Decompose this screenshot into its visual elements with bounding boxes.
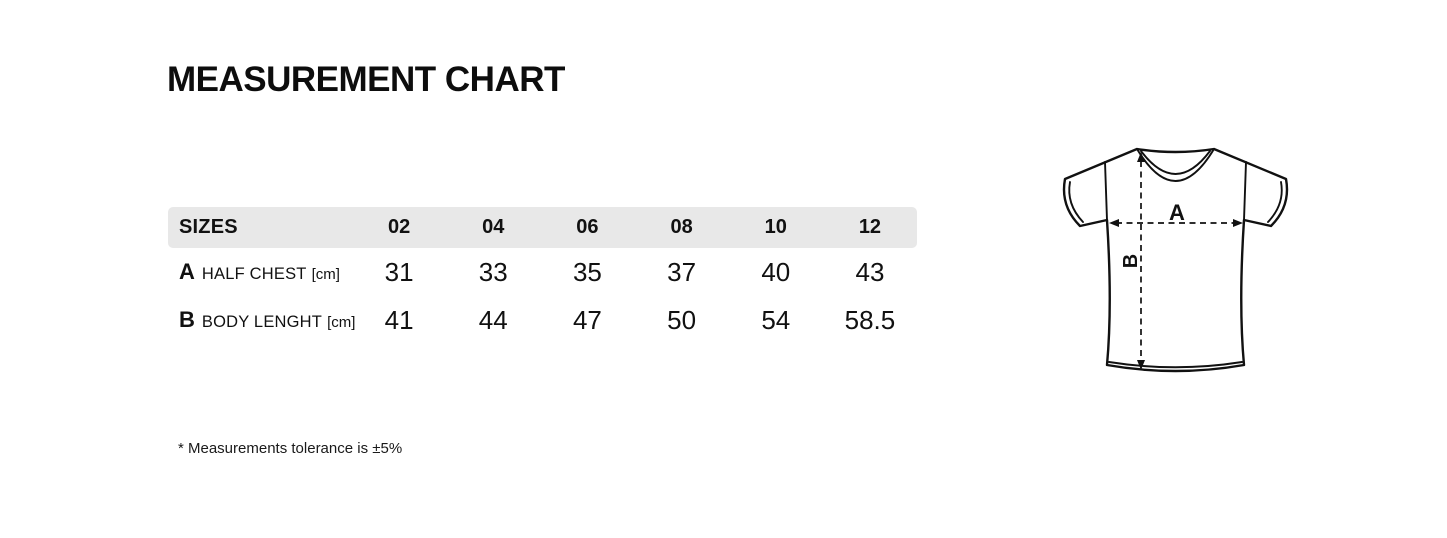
width-label: A xyxy=(1169,200,1185,225)
table-cell: 44 xyxy=(478,304,508,335)
table-cell: 40 xyxy=(761,256,791,287)
table-row-half-chest xyxy=(168,248,917,296)
table-cell: 43 xyxy=(855,256,885,287)
table-cell: 50 xyxy=(667,304,697,335)
column-header-size-02: 02 xyxy=(387,216,411,238)
column-header-size-12: 12 xyxy=(858,216,882,238)
measure-key-b: B xyxy=(179,307,195,332)
page-title: MEASUREMENT CHART xyxy=(167,60,565,99)
table-cell: 33 xyxy=(478,256,508,287)
tshirt-diagram xyxy=(1053,136,1298,386)
column-header-sizes: SIZES xyxy=(179,216,238,238)
table-row-body-length xyxy=(168,296,917,344)
row-label-half-chest xyxy=(168,259,352,285)
table-cell: 47 xyxy=(572,304,602,335)
table-cell: 37 xyxy=(667,256,697,287)
tolerance-footnote: * Measurements tolerance is ±5% xyxy=(178,440,403,457)
table-cell: 35 xyxy=(572,256,602,287)
column-header-size-08: 08 xyxy=(670,216,693,238)
column-header-size-10: 10 xyxy=(764,216,787,238)
table-cell: 54 xyxy=(761,304,791,335)
measure-unit-cm: [cm] xyxy=(311,266,340,283)
measure-key-a: A xyxy=(179,259,195,284)
table-cell: 41 xyxy=(384,304,414,335)
table-cell: 58.5 xyxy=(844,304,896,335)
measure-name-body-length: BODY LENGHT xyxy=(201,313,323,331)
row-label-body-length xyxy=(168,307,356,333)
table-cell: 31 xyxy=(384,256,414,287)
measure-unit-cm: [cm] xyxy=(327,314,356,331)
column-header-size-06: 06 xyxy=(576,216,599,238)
length-label: B xyxy=(1120,253,1142,269)
size-table xyxy=(168,207,917,344)
table-header-row xyxy=(168,207,917,248)
column-header-size-04: 04 xyxy=(482,216,505,238)
tshirt-outline xyxy=(1064,149,1287,371)
measure-name-half-chest: HALF CHEST xyxy=(201,265,307,283)
